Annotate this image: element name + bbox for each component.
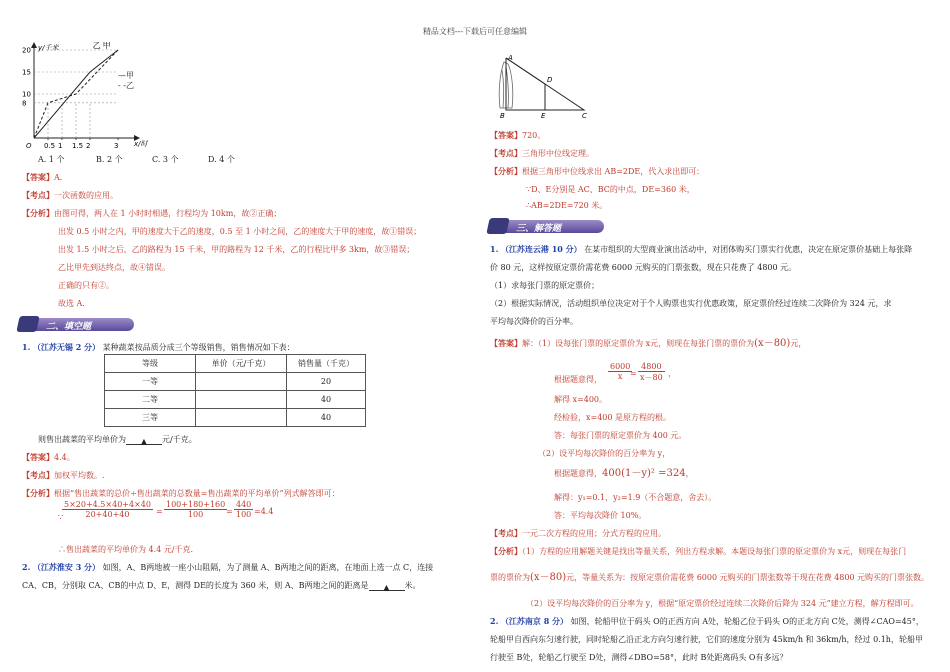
question-text: 轮船甲自西向东匀速行驶，同时轮船乙沿正北方向匀速行驶，它们的速度分别为 45km/h 和 36km/h，经过 0.1h，轮船甲 — [490, 635, 923, 644]
fenxi-line: （1）方程的应用解题关键是找出等量关系，列出方程求解。本题设每张门票的原定票价为 x元，则现在每张门 — [522, 547, 907, 556]
vertex-label: E — [541, 112, 546, 118]
numerator: 5×20+4.5×40+4×40 — [64, 500, 151, 509]
fenxi-line: 故选 A. — [58, 299, 85, 308]
question-text: 行驶至 B处，轮船乙行驶至 D处，测得∠DBO=58°，此时 B处距离码头 O有多远？ — [490, 653, 788, 662]
question-source: （江苏连云港 10 分） — [500, 244, 582, 254]
origin-label: O — [26, 142, 32, 150]
question-text: 米。 — [404, 581, 421, 590]
question-number: 2. — [490, 616, 499, 626]
fraction-1 — [62, 500, 153, 519]
fenxi-line: 根据三角形中位线求出 AB=2DE，代入求出即可： — [522, 167, 705, 176]
triangle-diagram — [494, 52, 598, 118]
table-row — [105, 391, 366, 409]
page-header: 精品文档---下载后可任意编辑 — [422, 27, 528, 36]
grade-table — [104, 354, 366, 427]
numerator: 100+180+160 — [166, 500, 226, 509]
question-text: 则售出蔬菜的平均单价为 — [38, 435, 126, 444]
option-d: D. 4 个 — [208, 155, 235, 164]
option-a: A. 1 个 — [38, 155, 65, 164]
fenxi-label: 【分析】 — [22, 488, 54, 498]
fenxi-line: ∴AB=2DE=720 米。 — [526, 201, 608, 210]
section-icon — [486, 218, 509, 234]
section-title: 三、解答题 — [516, 224, 562, 234]
legend-jia: —甲 — [118, 71, 134, 80]
question-source: （江苏淮安 3 分） — [32, 562, 101, 572]
fenxi-line: 出发 0.5 小时之内，甲的速度大于乙的速度，0.5 至 1 小时之间，乙的速度大于甲的速度，故①错误； — [58, 227, 422, 236]
y-tick-label: 15 — [22, 68, 31, 77]
table-cell: 20 — [287, 373, 366, 391]
answer-blank — [126, 436, 162, 445]
answer-text: 解得 x=400。 — [554, 395, 608, 404]
question-text: （1）求每张门票的原定票价； — [490, 281, 600, 290]
section-title: 二、填空题 — [46, 322, 92, 332]
fraction-3 — [234, 500, 253, 519]
kaodian-label: 【考点】 — [490, 528, 522, 538]
line-annotation: 乙 — [92, 42, 101, 50]
fenxi-line: ∵D、E分别是 AC、BC的中点，DE=360 米， — [526, 185, 695, 194]
fenxi-label: 【分析】 — [490, 166, 522, 176]
fenxi-line: 出发 1.5 小时之后，乙的路程为 15 千米，甲的路程为 12 千米，乙的行程比甲多 3km，故③错误； — [58, 245, 415, 254]
table-header: 销售量（千克） — [287, 355, 366, 373]
because-symbol: ∵ — [58, 513, 64, 522]
answer-text: 解：（1）设每张门票的原定票价为 x元，则现在每张门票的票价为 — [522, 339, 755, 348]
kaodian-label: 【考点】 — [490, 148, 522, 158]
table-cell — [196, 409, 287, 427]
option-b: B. 2 个 — [96, 155, 123, 164]
fraction-a — [608, 362, 632, 381]
answer-label: 【答案】 — [490, 338, 522, 348]
question-text: 价 80 元，这样按原定票价需花费 6000 元购买的门票张数，现在只花费了 4800 元。 — [490, 263, 797, 272]
question-number: 1. — [22, 342, 31, 352]
answer-text: 元， — [790, 339, 807, 348]
table-cell: 二等 — [105, 391, 196, 409]
y-tick-label: 10 — [22, 90, 31, 99]
conclusion: ∴售出蔬菜的平均单价为 4.4 元/千克. — [58, 545, 194, 554]
fraction-b — [638, 362, 665, 383]
table-cell: 三等 — [105, 409, 196, 427]
legend-yi: - -乙 — [118, 81, 134, 90]
question-text: 如图，A、B两地被一座小山阻隔，为了测量 A、B两地之间的距离，在地面上选一点 C，连接 — [102, 563, 434, 572]
fenxi-value: 根据“售出蔬菜的总价÷售出蔬菜的总数量=售出蔬菜的平均单价”列式解答即可： — [54, 489, 340, 498]
math-expr: 400(1－y)² =324 — [602, 468, 686, 479]
answer-label: 【答案】 — [22, 172, 54, 182]
table-row — [105, 409, 366, 427]
x-tick-label: 1.5 — [72, 142, 84, 150]
kaodian-value: 加权平均数。. — [54, 471, 105, 480]
fenxi-label: 【分析】 — [490, 546, 522, 556]
denominator: 100 — [236, 510, 252, 519]
denominator: 100 — [187, 510, 204, 519]
question-text: CA、CB，分别取 CA、CB的中点 D、E，测得 DE的长度为 360 米，则 A、B两地之间的距离是 — [22, 581, 369, 590]
denominator: 20+40+40 — [85, 510, 130, 519]
table-cell — [196, 373, 287, 391]
vertex-label: D — [547, 76, 553, 84]
math-expr: (x－80) — [754, 338, 791, 349]
fenxi-line: 正确的只有②。 — [58, 281, 114, 290]
answer-value: A. — [54, 173, 63, 182]
answer-label: 【答案】 — [22, 452, 54, 462]
x-tick-label: 0.5 — [44, 142, 56, 150]
x-tick-label: 1 — [58, 142, 63, 150]
table-row — [105, 373, 366, 391]
section-banner-fill — [488, 218, 606, 234]
blank-mark: ▲ — [140, 437, 148, 446]
x-tick-label: 3 — [114, 142, 119, 150]
answer-text: 根据题意得， — [554, 375, 602, 384]
question-source: （江苏无锡 2 分） — [32, 342, 101, 352]
result: =4.4 — [254, 507, 274, 516]
fenxi-line: （2）设平均每次降价的百分率为 y，根据“原定票价经过连续二次降价后降为 324 元”建立方程，解方程即可。 — [526, 599, 919, 608]
math-expr: (x－80) — [530, 572, 567, 583]
distance-time-chart — [18, 42, 168, 154]
answer-value: 720。 — [522, 131, 546, 140]
x-tick-label: 2 — [86, 142, 91, 150]
question-number: 2. — [22, 562, 31, 572]
vertex-label: A — [508, 54, 513, 62]
answer-blank — [369, 582, 405, 591]
table-cell: 一等 — [105, 373, 196, 391]
y-arrow — [31, 42, 37, 48]
vertex-label: C — [582, 112, 587, 118]
question-text: 平均每次降价的百分率。 — [490, 317, 578, 326]
numerator: 4800 — [638, 362, 665, 372]
fenxi-line: 票的票价为 — [490, 573, 530, 582]
kaodian-label: 【考点】 — [22, 190, 54, 200]
fraction-2 — [164, 500, 227, 519]
kaodian-value: 一元二次方程的应用；分式方程的应用。 — [522, 529, 666, 538]
answer-text: （2）设平均每次降价的百分率为 y， — [538, 449, 671, 458]
table-cell: 40 — [287, 409, 366, 427]
fenxi-line: 乙比甲先到达终点，故④错误。 — [58, 263, 170, 272]
answer-text: 解得：y₁=0.1，y₂=1.9（不合题意，舍去）。 — [554, 493, 717, 502]
vertex-label: B — [500, 112, 505, 118]
table-cell: 40 — [287, 391, 366, 409]
punct: ， — [668, 369, 676, 378]
section-banner-fill — [18, 316, 136, 332]
answer-text: 答：每张门票的原定票价为 400 元。 — [554, 431, 687, 440]
numerator: 6000 — [610, 362, 631, 371]
answer-text: 根据题意得， — [554, 469, 602, 478]
table-cell — [196, 391, 287, 409]
denominator: x－80 — [640, 373, 663, 382]
y-axis-label: y/千米 — [38, 44, 59, 52]
option-c: C. 3 个 — [152, 155, 179, 164]
answer-value: 4.4。 — [54, 453, 75, 462]
section-icon — [16, 316, 39, 332]
fenxi-label: 【分析】 — [22, 208, 54, 218]
line-annotation: 甲 — [102, 42, 111, 50]
equals: = — [156, 507, 163, 516]
equals: = — [226, 507, 233, 516]
y-tick-label: 20 — [22, 46, 31, 55]
fenxi-line: 由图可得，两人在 1 小时时相遇，行程均为 10km，故②正确； — [54, 209, 282, 218]
kaodian-label: 【考点】 — [22, 470, 54, 480]
question-source: （江苏南京 8 分） — [500, 616, 569, 626]
question-text: 某种蔬菜按品质分成三个等级销售，销售情况如下表： — [102, 343, 295, 352]
y-tick-label: 8 — [22, 99, 27, 108]
answer-label: 【答案】 — [490, 130, 522, 140]
x-axis-label: x/时 — [134, 140, 148, 148]
table-header: 单价（元/千克） — [196, 355, 287, 373]
question-text: 如图，轮船甲位于码头 O的正西方向 A处，轮船乙位于码头 O的正北方向 C处，测得∠CAO=45°， — [570, 617, 924, 626]
answer-text: 经检验，x=400 是原方程的根。 — [554, 413, 672, 422]
question-text: 元/千克。 — [162, 435, 197, 444]
question-text: 在某市组织的大型商业演出活动中，对团体购买门票实行优惠，决定在原定票价基础上每张降 — [584, 245, 913, 254]
punct: ， — [685, 469, 694, 478]
kaodian-value: 一次函数的应用。 — [54, 191, 118, 200]
fenxi-line: 元，等量关系为：按原定票价需花费 6000 元购买的门票张数等于现在花费 4800 元购买的门票张数。 — [566, 573, 930, 582]
denominator: x — [617, 372, 623, 381]
kaodian-value: 三角形中位线定理。 — [522, 149, 594, 158]
question-text: （2）根据实际情况，活动组织单位决定对于个人购票也实行优惠政策，原定票价经过连续二次降价为 324 元，求 — [490, 299, 892, 308]
answer-text: 答：平均每次降价 10%。 — [554, 511, 647, 520]
table-header: 等级 — [105, 355, 196, 373]
numerator: 440 — [236, 500, 252, 509]
question-number: 1. — [490, 244, 499, 254]
equals: = — [630, 369, 637, 378]
blank-mark: ▲ — [383, 583, 390, 592]
